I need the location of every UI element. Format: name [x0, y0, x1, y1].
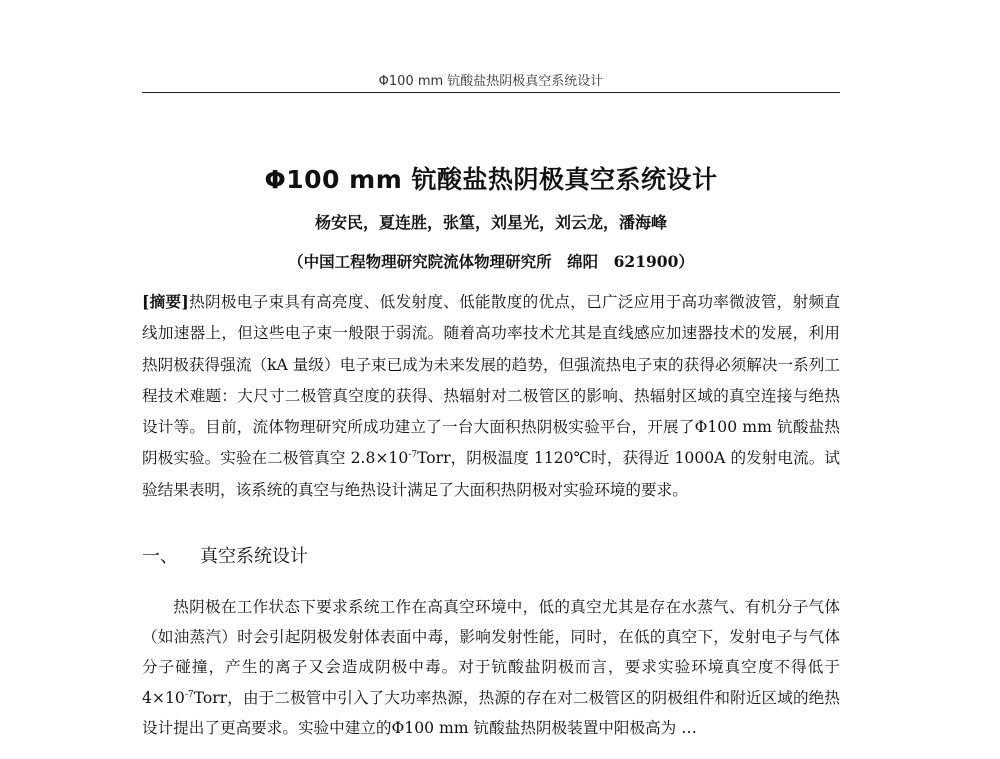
body-text-part2: Torr，由于二极管中引入了大功率热源，热源的存在对二极管区的阴极组件和附近区域的绝热设计提出了更高要求。实验中建立的Φ100 mm 钪酸盐热阴极装置中阳极高为 … [142, 688, 840, 737]
section-heading [142, 542, 840, 568]
abstract-text-part1: 热阴极电子束具有高亮度、低发射度、低能散度的优点，已广泛应用于高功率微波管，射频直线加速器上，但这些电子束一般限于弱流。随着高功率技术尤其是直线感应加速器技术的发展，利用热阴极获得强流（kA 量级）电子束已成为未来发展的趋势，但强流热电子束的获得必须解决一系列工程技术难题：大尺寸二极管真空度的获得、热辐射对二极管区的影响、热辐射区域的真空连接与绝热设计等。目前，流体物理研究所成功建立了一台大面积热阴极实验平台，开展了Φ100 mm 钪酸盐热阴极实验。实验在二极管真空 2.8×10 [142, 293, 840, 468]
abstract-label: [摘要] [142, 292, 189, 311]
body-exponent: -7 [184, 689, 194, 700]
abstract-text-part2: Torr，阴极温度 1120℃时，获得近 1000A 的发射电流。试验结果表明，该系统的真空与绝热设计满足了大面积热阴极对实验环境的要求。 [142, 449, 840, 499]
abstract-exponent: -7 [408, 450, 418, 461]
header-rule [142, 92, 840, 93]
section-title: 真空系统设计 [200, 546, 308, 567]
author-list: 杨安民，夏连胜，张篁，刘星光，刘云龙，潘海峰 [314, 213, 667, 232]
body-text-part1: 热阴极在工作状态下要求系统工作在高真空环境中，低的真空尤其是存在水蒸气、有机分子气体（如油蒸汽）时会引起阴极发射体表面中毒，影响发射性能，同时，在低的真空下，发射电子与气体分子碰撞，产生的离子又会造成阴极中毒。对于钪酸盐阴极而言，要求实验环境真空度不得低于 4×10 [142, 598, 840, 707]
running-header: Φ100 mm 钪酸盐热阴极真空系统设计 [378, 74, 604, 89]
body-paragraph [142, 592, 840, 743]
paper-title: Φ100 mm 钪酸盐热阴极真空系统设计 [264, 165, 718, 194]
abstract [142, 286, 840, 506]
section-number: 一、 [142, 546, 178, 567]
affiliation: （中国工程物理研究院流体物理研究所 绵阳 621900） [288, 252, 694, 271]
